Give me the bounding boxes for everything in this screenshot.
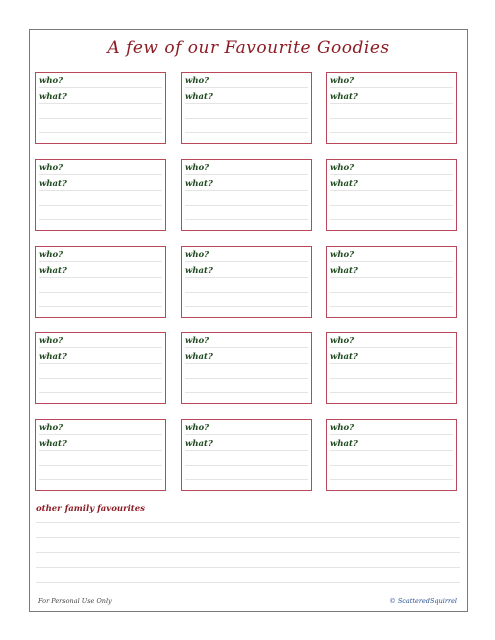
favourite-card: [35, 246, 166, 318]
writing-line: [39, 87, 162, 88]
writing-line: [36, 567, 460, 568]
writing-line: [39, 306, 162, 307]
writing-line: [185, 261, 308, 262]
who-label: who?: [39, 336, 64, 346]
who-label: who?: [185, 76, 210, 86]
writing-line: [185, 118, 308, 119]
favourite-card: [181, 332, 312, 404]
who-label: who?: [330, 336, 355, 346]
writing-line: [39, 434, 162, 435]
favourite-card: [326, 419, 457, 491]
writing-line: [36, 522, 460, 523]
favourite-card: [181, 419, 312, 491]
writing-line: [39, 347, 162, 348]
writing-line: [185, 392, 308, 393]
writing-line: [185, 174, 308, 175]
writing-line: [330, 261, 453, 262]
writing-line: [36, 552, 460, 553]
writing-line: [330, 219, 453, 220]
writing-line: [330, 87, 453, 88]
favourite-card: [181, 159, 312, 231]
writing-line: [39, 392, 162, 393]
what-label: what?: [330, 92, 358, 102]
writing-line: [185, 450, 308, 451]
who-label: who?: [39, 250, 64, 260]
writing-line: [330, 363, 453, 364]
who-label: who?: [185, 336, 210, 346]
writing-line: [39, 118, 162, 119]
writing-line: [185, 378, 308, 379]
favourite-card: [181, 72, 312, 144]
what-label: what?: [330, 439, 358, 449]
what-label: what?: [330, 266, 358, 276]
what-label: what?: [185, 266, 213, 276]
footer-left: For Personal Use Only: [38, 597, 112, 605]
writing-line: [330, 174, 453, 175]
writing-line: [39, 479, 162, 480]
what-label: what?: [330, 352, 358, 362]
writing-line: [185, 292, 308, 293]
favourite-card: [35, 159, 166, 231]
writing-line: [330, 306, 453, 307]
who-label: who?: [185, 163, 210, 173]
writing-line: [185, 363, 308, 364]
who-label: who?: [330, 163, 355, 173]
writing-line: [185, 132, 308, 133]
writing-line: [185, 277, 308, 278]
writing-line: [330, 277, 453, 278]
favourite-card: [326, 159, 457, 231]
writing-line: [185, 190, 308, 191]
writing-line: [39, 378, 162, 379]
writing-line: [330, 118, 453, 119]
what-label: what?: [39, 352, 67, 362]
what-label: what?: [185, 439, 213, 449]
what-label: what?: [185, 92, 213, 102]
writing-line: [39, 219, 162, 220]
writing-line: [39, 363, 162, 364]
favourite-card: [326, 246, 457, 318]
writing-line: [330, 479, 453, 480]
writing-line: [36, 582, 460, 583]
what-label: what?: [185, 179, 213, 189]
writing-line: [39, 190, 162, 191]
writing-line: [330, 392, 453, 393]
writing-line: [185, 434, 308, 435]
favourite-card: [35, 72, 166, 144]
other-favourites-label: other family favourites: [36, 504, 145, 514]
favourite-card: [181, 246, 312, 318]
who-label: who?: [185, 250, 210, 260]
who-label: who?: [330, 423, 355, 433]
what-label: what?: [185, 352, 213, 362]
favourite-card: [326, 332, 457, 404]
writing-line: [185, 103, 308, 104]
favourite-card: [35, 332, 166, 404]
planner-page: [29, 29, 468, 612]
what-label: what?: [39, 179, 67, 189]
writing-line: [185, 219, 308, 220]
what-label: what?: [39, 92, 67, 102]
writing-line: [330, 205, 453, 206]
writing-line: [330, 347, 453, 348]
who-label: who?: [39, 76, 64, 86]
writing-line: [39, 292, 162, 293]
writing-line: [39, 205, 162, 206]
writing-line: [39, 103, 162, 104]
writing-line: [185, 479, 308, 480]
writing-line: [39, 277, 162, 278]
writing-line: [330, 103, 453, 104]
favourite-card: [326, 72, 457, 144]
writing-line: [39, 450, 162, 451]
writing-line: [330, 465, 453, 466]
who-label: who?: [330, 250, 355, 260]
who-label: who?: [39, 423, 64, 433]
writing-line: [185, 87, 308, 88]
writing-line: [330, 132, 453, 133]
writing-line: [39, 465, 162, 466]
writing-line: [185, 306, 308, 307]
who-label: who?: [39, 163, 64, 173]
page-title: A few of our Favourite Goodies: [107, 38, 390, 58]
what-label: what?: [39, 439, 67, 449]
writing-line: [330, 378, 453, 379]
writing-line: [330, 450, 453, 451]
writing-line: [36, 537, 460, 538]
what-label: what?: [330, 179, 358, 189]
favourite-card: [35, 419, 166, 491]
writing-line: [39, 261, 162, 262]
who-label: who?: [185, 423, 210, 433]
writing-line: [185, 465, 308, 466]
writing-line: [185, 347, 308, 348]
writing-line: [330, 434, 453, 435]
what-label: what?: [39, 266, 67, 276]
writing-line: [330, 292, 453, 293]
writing-line: [185, 205, 308, 206]
writing-line: [39, 132, 162, 133]
writing-line: [39, 174, 162, 175]
footer-right: © ScatteredSquirrel: [389, 597, 457, 605]
who-label: who?: [330, 76, 355, 86]
writing-line: [330, 190, 453, 191]
